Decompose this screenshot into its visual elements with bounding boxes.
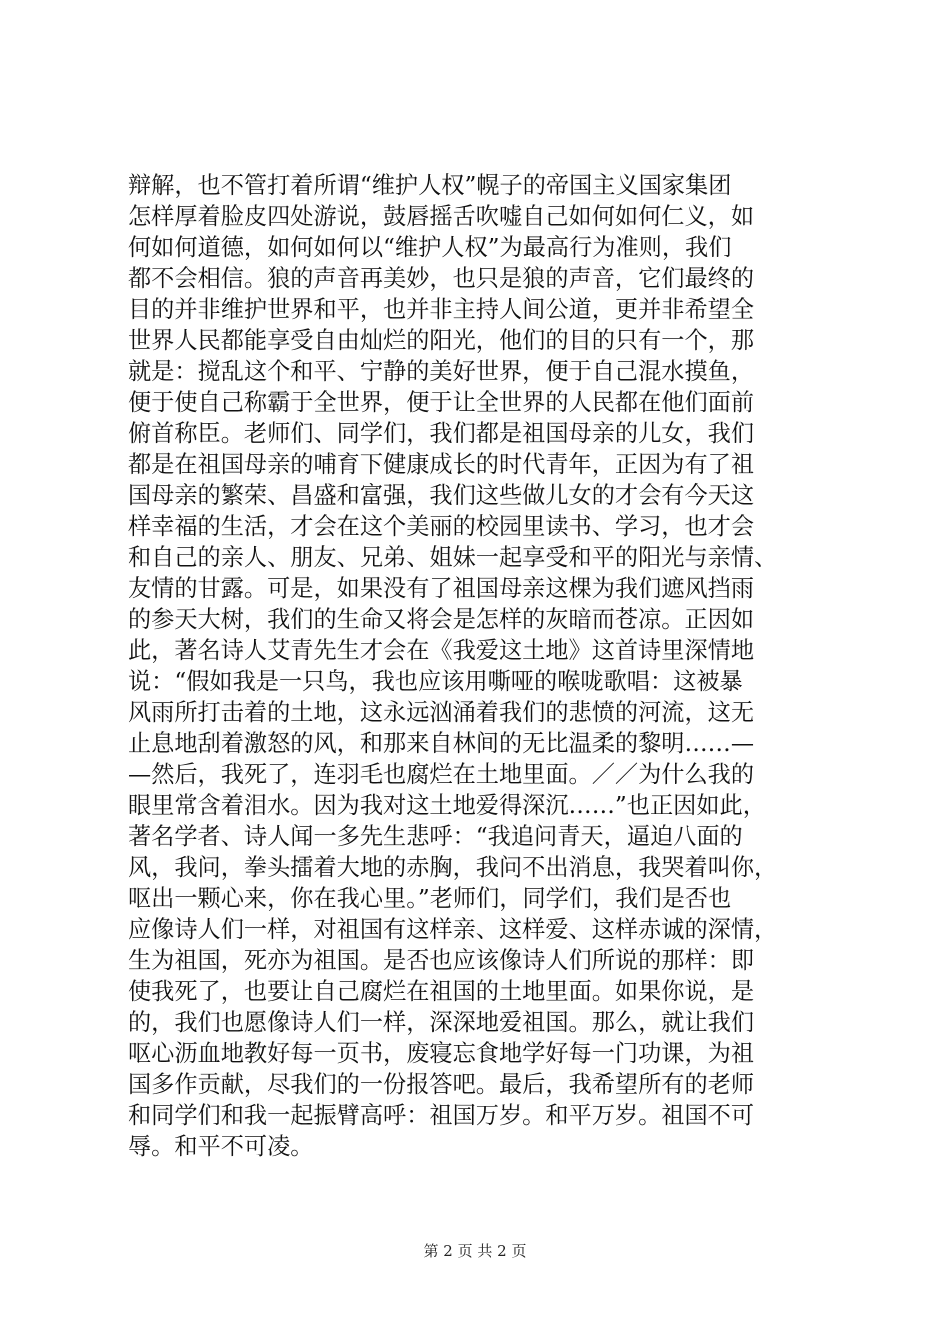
text-line: 友情的甘露。可是，如果没有了祖国母亲这棵为我们遮风挡雨	[128, 575, 755, 602]
text-line: 国母亲的繁荣、昌盛和富强，我们这些做儿女的才会有今天这	[128, 482, 755, 509]
text-line: 呕心沥血地教好每一页书，废寝忘食地学好每一门功课，为祖	[128, 1040, 755, 1067]
text-line: 就是：搅乱这个和平、宁静的美好世界，便于自己混水摸鱼，	[128, 358, 755, 385]
text-line: 何如何道德，如何如何以“维护人权”为最高行为准则，我们	[128, 234, 732, 261]
text-line: 国多作贡献，尽我们的一份报答吧。最后，我希望所有的老师	[128, 1071, 755, 1098]
text-line: 辱。和平不可凌。	[128, 1133, 314, 1160]
text-line: 目的并非维护世界和平，也并非主持人间公道，更并非希望全	[128, 296, 755, 323]
text-line: 样幸福的生活，才会在这个美丽的校园里读书、学习，也才会	[128, 513, 755, 540]
text-line: 辩解，也不管打着所谓“维护人权”幌子的帝国主义国家集团	[128, 172, 732, 199]
text-line: 怎样厚着脸皮四处游说，鼓唇摇舌吹嘘自己如何如何仁义，如	[128, 203, 755, 230]
text-line: 的参天大树，我们的生命又将会是怎样的灰暗而苍凉。正因如	[128, 606, 755, 633]
text-line: 著名学者、诗人闻一多先生悲呼：“我追问青天，逼迫八面的	[128, 823, 743, 850]
body-text	[128, 170, 848, 1162]
page-footer: 第 2 页 共 2 页	[423, 1242, 527, 1260]
text-line: 的，我们也愿像诗人们一样，深深地爱祖国。那么，就让我们	[128, 1009, 755, 1036]
text-line: 此，著名诗人艾青先生才会在《我爱这土地》这首诗里深情地	[128, 637, 755, 664]
text-line: 说：“假如我是一只鸟，我也应该用嘶哑的喉咙歌唱：这被暴	[128, 668, 743, 695]
text-line: 都不会相信。狼的声音再美妙，也只是狼的声音，它们最终的	[128, 265, 755, 292]
text-line: 眼里常含着泪水。因为我对这土地爱得深沉……”也正因如此，	[128, 792, 766, 819]
text-line: 应像诗人们一样，对祖国有这样亲、这样爱、这样赤诚的深情，	[128, 916, 778, 943]
text-line: 生为祖国，死亦为祖国。是否也应该像诗人们所说的那样：即	[128, 947, 755, 974]
text-line: 呕出一颗心来，你在我心里。”老师们，同学们，我们是否也	[128, 885, 732, 912]
text-line: 风雨所打击着的土地，这永远汹涌着我们的悲愤的河流，这无	[128, 699, 755, 726]
text-line: 俯首称臣。老师们、同学们，我们都是祖国母亲的儿女，我们	[128, 420, 755, 447]
text-line: 和同学们和我一起振臂高呼：祖国万岁。和平万岁。祖国不可	[128, 1102, 755, 1129]
text-line: 风，我问，拳头擂着大地的赤胸，我问不出消息，我哭着叫你，	[128, 854, 778, 881]
text-line: 都是在祖国母亲的哺育下健康成长的时代青年，正因为有了祖	[128, 451, 755, 478]
text-line: 便于使自己称霸于全世界，便于让全世界的人民都在他们面前	[128, 389, 755, 416]
text-line: 止息地刮着激怒的风，和那来自林间的无比温柔的黎明……—	[128, 730, 755, 757]
text-line: 世界人民都能享受自由灿烂的阳光，他们的目的只有一个，那	[128, 327, 755, 354]
text-line: —然后，我死了，连羽毛也腐烂在土地里面。／／为什么我的	[128, 761, 755, 788]
text-line: 使我死了，也要让自己腐烂在祖国的土地里面。如果你说，是	[128, 978, 755, 1005]
text-line: 和自己的亲人、朋友、兄弟、姐妹一起享受和平的阳光与亲情、	[128, 544, 778, 571]
